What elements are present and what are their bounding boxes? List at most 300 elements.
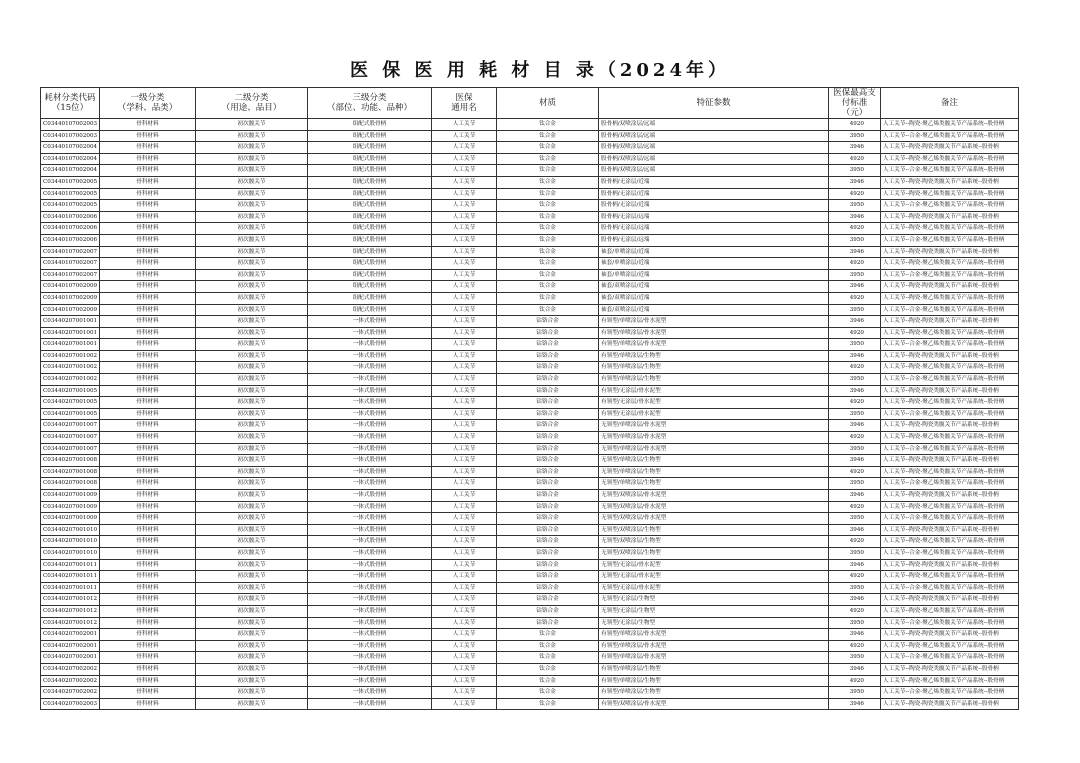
column-header-line: （用途、品目） (221, 103, 282, 113)
table-row (41, 629, 1019, 641)
cell-category-1: 骨科材料 (100, 617, 196, 629)
cell-category-3: 一体式股骨柄 (308, 466, 432, 478)
cell-code: C03440107002004 (41, 142, 100, 154)
cell-material: 钴铬合金 (497, 374, 599, 386)
cell-generic-name: 人工关节 (432, 223, 497, 235)
cell-category-1: 骨科材料 (100, 269, 196, 281)
table-row (41, 640, 1019, 652)
cell-feature-params: 袖套/双喷涂层/近端 (599, 304, 829, 316)
column-header-line: 材质 (538, 98, 556, 108)
cell-code: C03440207002003 (41, 698, 100, 710)
cell-remark: 人工关节--合金-聚乙烯类髋关节产品系统--股骨柄 (881, 200, 1019, 212)
cell-category-2: 初次髋关节 (196, 130, 308, 142)
cell-category-3: 一体式股骨柄 (308, 605, 432, 617)
cell-feature-params: 无领型/单喷涂层/生物型 (599, 478, 829, 490)
cell-remark: 人工关节--陶瓷-聚乙烯类髋关节产品系统--股骨柄 (881, 675, 1019, 687)
cell-max-payment: 4920 (829, 536, 881, 548)
cell-code: C03440107002006 (41, 223, 100, 235)
table-row (41, 397, 1019, 409)
cell-category-1: 骨科材料 (100, 513, 196, 525)
cell-material: 钛合金 (497, 629, 599, 641)
cell-code: C03440107002005 (41, 200, 100, 212)
cell-generic-name: 人工关节 (432, 687, 497, 699)
cell-remark: 人工关节--陶瓷-陶瓷类髋关节产品系统--股骨柄 (881, 246, 1019, 258)
column-header-generic-name (432, 88, 497, 119)
cell-code: C03440207001008 (41, 466, 100, 478)
cell-generic-name: 人工关节 (432, 374, 497, 386)
column-header-material (497, 88, 599, 119)
cell-max-payment: 3946 (829, 420, 881, 432)
cell-remark: 人工关节--陶瓷-陶瓷类髋关节产品系统--股骨柄 (881, 176, 1019, 188)
cell-category-2: 初次髋关节 (196, 443, 308, 455)
cell-category-3: 一体式股骨柄 (308, 385, 432, 397)
cell-category-2: 初次髋关节 (196, 234, 308, 246)
cell-category-2: 初次髋关节 (196, 432, 308, 444)
table-row (41, 281, 1019, 293)
table-row (41, 269, 1019, 281)
cell-category-2: 初次髋关节 (196, 281, 308, 293)
cell-generic-name: 人工关节 (432, 153, 497, 165)
cell-remark: 人工关节--陶瓷-聚乙烯类髋关节产品系统--股骨柄 (881, 188, 1019, 200)
cell-remark: 人工关节--合金-聚乙烯类髋关节产品系统--股骨柄 (881, 582, 1019, 594)
cell-max-payment: 3950 (829, 478, 881, 490)
cell-category-2: 初次髋关节 (196, 304, 308, 316)
cell-category-2: 初次髋关节 (196, 408, 308, 420)
table-row (41, 292, 1019, 304)
cell-material: 钛合金 (497, 165, 599, 177)
table-row (41, 582, 1019, 594)
cell-material: 钛合金 (497, 200, 599, 212)
cell-category-1: 骨科材料 (100, 385, 196, 397)
table-header-row (41, 88, 1019, 119)
table-row (41, 153, 1019, 165)
table-row (41, 501, 1019, 513)
cell-remark: 人工关节--合金-聚乙烯类髋关节产品系统--股骨柄 (881, 687, 1019, 699)
table-row (41, 617, 1019, 629)
cell-material: 钛合金 (497, 176, 599, 188)
cell-feature-params: 有领型/单喷涂层/骨水泥型 (599, 652, 829, 664)
cell-feature-params: 无领型/单喷涂层/生物型 (599, 455, 829, 467)
table-row (41, 188, 1019, 200)
column-header-line: 医保最高支 (833, 88, 876, 98)
cell-material: 钴铬合金 (497, 316, 599, 328)
column-header-feature-params (599, 88, 829, 119)
cell-max-payment: 3950 (829, 200, 881, 212)
cell-category-1: 骨科材料 (100, 547, 196, 559)
cell-generic-name: 人工关节 (432, 258, 497, 270)
cell-max-payment: 3950 (829, 652, 881, 664)
cell-generic-name: 人工关节 (432, 269, 497, 281)
cell-material: 钛合金 (497, 223, 599, 235)
cell-generic-name: 人工关节 (432, 130, 497, 142)
cell-category-1: 骨科材料 (100, 188, 196, 200)
cell-category-2: 初次髋关节 (196, 362, 308, 374)
cell-generic-name: 人工关节 (432, 652, 497, 664)
cell-code: C03440207002001 (41, 640, 100, 652)
cell-category-1: 骨科材料 (100, 153, 196, 165)
column-header-code (41, 88, 100, 119)
cell-max-payment: 3946 (829, 316, 881, 328)
cell-category-2: 初次髋关节 (196, 524, 308, 536)
cell-category-2: 初次髋关节 (196, 663, 308, 675)
cell-category-3: 一体式股骨柄 (308, 490, 432, 502)
cell-category-1: 骨科材料 (100, 687, 196, 699)
cell-category-3: 组配式股骨柄 (308, 153, 432, 165)
cell-category-1: 骨科材料 (100, 605, 196, 617)
cell-code: C03440107002004 (41, 153, 100, 165)
cell-material: 钛合金 (497, 698, 599, 710)
cell-feature-params: 股骨柄/无涂层/近端 (599, 200, 829, 212)
cell-generic-name: 人工关节 (432, 524, 497, 536)
cell-generic-name: 人工关节 (432, 165, 497, 177)
cell-generic-name: 人工关节 (432, 176, 497, 188)
column-header-line: （元） (841, 108, 868, 118)
cell-code: C03440207001009 (41, 490, 100, 502)
cell-category-2: 初次髋关节 (196, 269, 308, 281)
cell-max-payment: 4920 (829, 432, 881, 444)
cell-code: C03440207001002 (41, 350, 100, 362)
cell-feature-params: 无领型/无涂层/骨水泥型 (599, 559, 829, 571)
table-row (41, 652, 1019, 664)
cell-category-3: 一体式股骨柄 (308, 443, 432, 455)
cell-category-3: 组配式股骨柄 (308, 292, 432, 304)
cell-material: 钴铬合金 (497, 594, 599, 606)
cell-category-1: 骨科材料 (100, 281, 196, 293)
cell-category-1: 骨科材料 (100, 432, 196, 444)
cell-code: C03440107002006 (41, 234, 100, 246)
cell-generic-name: 人工关节 (432, 385, 497, 397)
cell-category-1: 骨科材料 (100, 316, 196, 328)
cell-generic-name: 人工关节 (432, 594, 497, 606)
table-row (41, 408, 1019, 420)
cell-max-payment: 4920 (829, 327, 881, 339)
cell-feature-params: 无领型/无涂层/生物型 (599, 617, 829, 629)
cell-category-2: 初次髋关节 (196, 385, 308, 397)
table-row (41, 176, 1019, 188)
cell-max-payment: 3950 (829, 234, 881, 246)
table-row (41, 675, 1019, 687)
cell-material: 钴铬合金 (497, 385, 599, 397)
cell-category-1: 骨科材料 (100, 350, 196, 362)
cell-category-2: 初次髋关节 (196, 165, 308, 177)
cell-category-3: 一体式股骨柄 (308, 687, 432, 699)
cell-max-payment: 4920 (829, 258, 881, 270)
cell-generic-name: 人工关节 (432, 362, 497, 374)
cell-material: 钴铬合金 (497, 582, 599, 594)
cell-material: 钛合金 (497, 652, 599, 664)
cell-remark: 人工关节--合金-聚乙烯类髋关节产品系统--股骨柄 (881, 408, 1019, 420)
cell-material: 钴铬合金 (497, 536, 599, 548)
cell-max-payment: 3950 (829, 443, 881, 455)
cell-category-2: 初次髋关节 (196, 246, 308, 258)
cell-generic-name: 人工关节 (432, 316, 497, 328)
cell-max-payment: 4920 (829, 466, 881, 478)
table-row (41, 374, 1019, 386)
cell-category-1: 骨科材料 (100, 478, 196, 490)
cell-category-2: 初次髋关节 (196, 374, 308, 386)
table-row (41, 316, 1019, 328)
table-row (41, 327, 1019, 339)
cell-category-3: 一体式股骨柄 (308, 536, 432, 548)
table-row (41, 119, 1019, 131)
cell-max-payment: 3950 (829, 617, 881, 629)
cell-category-1: 骨科材料 (100, 165, 196, 177)
cell-category-2: 初次髋关节 (196, 582, 308, 594)
cell-category-3: 一体式股骨柄 (308, 640, 432, 652)
cell-category-2: 初次髋关节 (196, 327, 308, 339)
cell-max-payment: 3950 (829, 130, 881, 142)
cell-code: C03440207001002 (41, 362, 100, 374)
cell-max-payment: 3946 (829, 385, 881, 397)
column-header-max-payment (829, 88, 881, 119)
cell-code: C03440207001007 (41, 420, 100, 432)
cell-feature-params: 无领型/双喷涂层/骨水泥型 (599, 501, 829, 513)
cell-feature-params: 无领型/双喷涂层/骨水泥型 (599, 490, 829, 502)
cell-max-payment: 3946 (829, 629, 881, 641)
cell-category-3: 组配式股骨柄 (308, 176, 432, 188)
cell-category-2: 初次髋关节 (196, 652, 308, 664)
table-row (41, 223, 1019, 235)
cell-code: C03440207001005 (41, 385, 100, 397)
cell-material: 钛合金 (497, 269, 599, 281)
cell-generic-name: 人工关节 (432, 420, 497, 432)
cell-category-1: 骨科材料 (100, 629, 196, 641)
table-row (41, 536, 1019, 548)
cell-generic-name: 人工关节 (432, 617, 497, 629)
column-header-line: 通用名 (451, 103, 477, 113)
cell-max-payment: 4920 (829, 605, 881, 617)
cell-category-1: 骨科材料 (100, 223, 196, 235)
cell-generic-name: 人工关节 (432, 211, 497, 223)
cell-category-3: 一体式股骨柄 (308, 362, 432, 374)
cell-category-1: 骨科材料 (100, 408, 196, 420)
cell-category-2: 初次髋关节 (196, 153, 308, 165)
cell-remark: 人工关节--陶瓷-聚乙烯类髋关节产品系统--股骨柄 (881, 153, 1019, 165)
column-header-line: （15位） (51, 103, 89, 113)
cell-category-3: 组配式股骨柄 (308, 142, 432, 154)
cell-material: 钛合金 (497, 640, 599, 652)
cell-feature-params: 无领型/双喷涂层/生物型 (599, 547, 829, 559)
cell-remark: 人工关节--陶瓷-聚乙烯类髋关节产品系统--股骨柄 (881, 432, 1019, 444)
cell-code: C03440207001001 (41, 316, 100, 328)
cell-category-3: 一体式股骨柄 (308, 374, 432, 386)
cell-remark: 人工关节--陶瓷-聚乙烯类髋关节产品系统--股骨柄 (881, 605, 1019, 617)
cell-max-payment: 3950 (829, 269, 881, 281)
cell-generic-name: 人工关节 (432, 304, 497, 316)
cell-category-2: 初次髋关节 (196, 675, 308, 687)
cell-code: C03440107002006 (41, 211, 100, 223)
cell-code: C03440207002001 (41, 629, 100, 641)
cell-category-2: 初次髋关节 (196, 258, 308, 270)
table-row (41, 513, 1019, 525)
cell-material: 钛合金 (497, 153, 599, 165)
cell-category-1: 骨科材料 (100, 304, 196, 316)
cell-code: C03440107002005 (41, 176, 100, 188)
column-header-line: 三级分类 (352, 93, 387, 103)
table-row (41, 420, 1019, 432)
table-row (41, 490, 1019, 502)
cell-feature-params: 股骨柄/双喷涂层/远端 (599, 153, 829, 165)
cell-remark: 人工关节--陶瓷-聚乙烯类髋关节产品系统--股骨柄 (881, 466, 1019, 478)
cell-category-2: 初次髋关节 (196, 188, 308, 200)
cell-max-payment: 3946 (829, 524, 881, 536)
cell-category-3: 一体式股骨柄 (308, 316, 432, 328)
cell-material: 钴铬合金 (497, 432, 599, 444)
cell-remark: 人工关节--陶瓷-聚乙烯类髋关节产品系统--股骨柄 (881, 362, 1019, 374)
cell-remark: 人工关节--合金-聚乙烯类髋关节产品系统--股骨柄 (881, 617, 1019, 629)
cell-max-payment: 4920 (829, 292, 881, 304)
cell-generic-name: 人工关节 (432, 478, 497, 490)
cell-category-3: 一体式股骨柄 (308, 652, 432, 664)
cell-max-payment: 4920 (829, 223, 881, 235)
cell-generic-name: 人工关节 (432, 466, 497, 478)
cell-generic-name: 人工关节 (432, 200, 497, 212)
cell-material: 钴铬合金 (497, 339, 599, 351)
cell-category-3: 组配式股骨柄 (308, 304, 432, 316)
cell-category-3: 组配式股骨柄 (308, 269, 432, 281)
cell-code: C03440107002009 (41, 304, 100, 316)
cell-generic-name: 人工关节 (432, 246, 497, 258)
cell-generic-name: 人工关节 (432, 455, 497, 467)
cell-max-payment: 3950 (829, 165, 881, 177)
cell-category-1: 骨科材料 (100, 536, 196, 548)
cell-code: C03440207001012 (41, 605, 100, 617)
cell-category-3: 一体式股骨柄 (308, 617, 432, 629)
cell-category-1: 骨科材料 (100, 292, 196, 304)
cell-remark: 人工关节--合金-聚乙烯类髋关节产品系统--股骨柄 (881, 234, 1019, 246)
cell-feature-params: 无领型/单喷涂层/骨水泥型 (599, 432, 829, 444)
cell-category-2: 初次髋关节 (196, 316, 308, 328)
table-row (41, 211, 1019, 223)
cell-category-3: 一体式股骨柄 (308, 339, 432, 351)
cell-code: C03440207002001 (41, 652, 100, 664)
cell-category-3: 组配式股骨柄 (308, 211, 432, 223)
cell-category-1: 骨科材料 (100, 362, 196, 374)
cell-category-2: 初次髋关节 (196, 629, 308, 641)
cell-category-3: 一体式股骨柄 (308, 547, 432, 559)
cell-generic-name: 人工关节 (432, 292, 497, 304)
cell-category-2: 初次髋关节 (196, 640, 308, 652)
cell-feature-params: 有领型/无涂层/骨水泥型 (599, 397, 829, 409)
cell-code: C03440207002002 (41, 687, 100, 699)
cell-feature-params: 无领型/无涂层/生物型 (599, 594, 829, 606)
cell-feature-params: 有领型/单喷涂层/生物型 (599, 362, 829, 374)
cell-feature-params: 有领型/双喷涂层/骨水泥型 (599, 698, 829, 710)
cell-feature-params: 无领型/无涂层/骨水泥型 (599, 582, 829, 594)
column-header-remark (881, 88, 1019, 119)
cell-category-2: 初次髋关节 (196, 594, 308, 606)
cell-category-1: 骨科材料 (100, 130, 196, 142)
table-row (41, 594, 1019, 606)
column-header-line: 备注 (940, 98, 958, 108)
cell-code: C03440107002007 (41, 269, 100, 281)
cell-material: 钴铬合金 (497, 513, 599, 525)
cell-feature-params: 袖套/单喷涂层/近端 (599, 258, 829, 270)
cell-category-3: 组配式股骨柄 (308, 165, 432, 177)
cell-remark: 人工关节--陶瓷-聚乙烯类髋关节产品系统--股骨柄 (881, 501, 1019, 513)
cell-feature-params: 无领型/双喷涂层/骨水泥型 (599, 513, 829, 525)
cell-max-payment: 3950 (829, 513, 881, 525)
column-header-line: （部位、功能、品种） (326, 103, 412, 113)
cell-category-1: 骨科材料 (100, 397, 196, 409)
cell-feature-params: 股骨柄/双喷涂层/远端 (599, 119, 829, 131)
cell-remark: 人工关节--陶瓷-陶瓷类髋关节产品系统--股骨柄 (881, 455, 1019, 467)
cell-remark: 人工关节--陶瓷-陶瓷类髋关节产品系统--股骨柄 (881, 316, 1019, 328)
cell-code: C03440107002003 (41, 119, 100, 131)
cell-generic-name: 人工关节 (432, 432, 497, 444)
cell-generic-name: 人工关节 (432, 536, 497, 548)
cell-category-3: 一体式股骨柄 (308, 582, 432, 594)
table-body (41, 119, 1019, 710)
cell-feature-params: 有领型/无涂层/骨水泥型 (599, 408, 829, 420)
cell-remark: 人工关节--合金-聚乙烯类髋关节产品系统--股骨柄 (881, 652, 1019, 664)
cell-code: C03440207001011 (41, 582, 100, 594)
cell-remark: 人工关节--陶瓷-聚乙烯类髋关节产品系统--股骨柄 (881, 327, 1019, 339)
cell-material: 钛合金 (497, 663, 599, 675)
cell-category-1: 骨科材料 (100, 571, 196, 583)
cell-feature-params: 袖套/单喷涂层/近端 (599, 246, 829, 258)
cell-category-2: 初次髋关节 (196, 605, 308, 617)
cell-feature-params: 有领型/单喷涂层/生物型 (599, 675, 829, 687)
cell-category-1: 骨科材料 (100, 490, 196, 502)
cell-material: 钛合金 (497, 304, 599, 316)
cell-material: 钴铬合金 (497, 420, 599, 432)
column-header-line: 一级分类 (130, 93, 165, 103)
cell-code: C03440207001010 (41, 524, 100, 536)
cell-max-payment: 4920 (829, 501, 881, 513)
cell-max-payment: 4920 (829, 153, 881, 165)
cell-code: C03440207001005 (41, 397, 100, 409)
cell-generic-name: 人工关节 (432, 663, 497, 675)
cell-max-payment: 4920 (829, 675, 881, 687)
cell-feature-params: 股骨柄/无涂层/远端 (599, 211, 829, 223)
cell-remark: 人工关节--合金-聚乙烯类髋关节产品系统--股骨柄 (881, 443, 1019, 455)
cell-code: C03440107002004 (41, 165, 100, 177)
cell-feature-params: 袖套/双喷涂层/近端 (599, 281, 829, 293)
cell-category-1: 骨科材料 (100, 339, 196, 351)
cell-material: 钴铬合金 (497, 571, 599, 583)
cell-code: C03440107002003 (41, 130, 100, 142)
cell-category-2: 初次髋关节 (196, 420, 308, 432)
cell-category-1: 骨科材料 (100, 211, 196, 223)
cell-category-1: 骨科材料 (100, 374, 196, 386)
cell-material: 钴铬合金 (497, 547, 599, 559)
table-row (41, 246, 1019, 258)
cell-category-1: 骨科材料 (100, 582, 196, 594)
cell-max-payment: 4920 (829, 119, 881, 131)
cell-feature-params: 有领型/单喷涂层/骨水泥型 (599, 327, 829, 339)
cell-material: 钛合金 (497, 142, 599, 154)
table-row (41, 304, 1019, 316)
cell-max-payment: 3946 (829, 663, 881, 675)
cell-category-3: 组配式股骨柄 (308, 246, 432, 258)
cell-category-3: 组配式股骨柄 (308, 234, 432, 246)
cell-code: C03440207001005 (41, 408, 100, 420)
cell-feature-params: 袖套/单喷涂层/近端 (599, 269, 829, 281)
cell-remark: 人工关节--合金-聚乙烯类髋关节产品系统--股骨柄 (881, 547, 1019, 559)
cell-remark: 人工关节--陶瓷-陶瓷类髋关节产品系统--股骨柄 (881, 142, 1019, 154)
cell-category-3: 组配式股骨柄 (308, 119, 432, 131)
cell-generic-name: 人工关节 (432, 547, 497, 559)
cell-feature-params: 有领型/单喷涂层/骨水泥型 (599, 629, 829, 641)
table-row (41, 524, 1019, 536)
cell-category-3: 组配式股骨柄 (308, 130, 432, 142)
cell-generic-name: 人工关节 (432, 350, 497, 362)
cell-feature-params: 袖套/双喷涂层/近端 (599, 292, 829, 304)
cell-category-1: 骨科材料 (100, 119, 196, 131)
cell-remark: 人工关节--陶瓷-聚乙烯类髋关节产品系统--股骨柄 (881, 292, 1019, 304)
cell-code: C03440207001007 (41, 432, 100, 444)
